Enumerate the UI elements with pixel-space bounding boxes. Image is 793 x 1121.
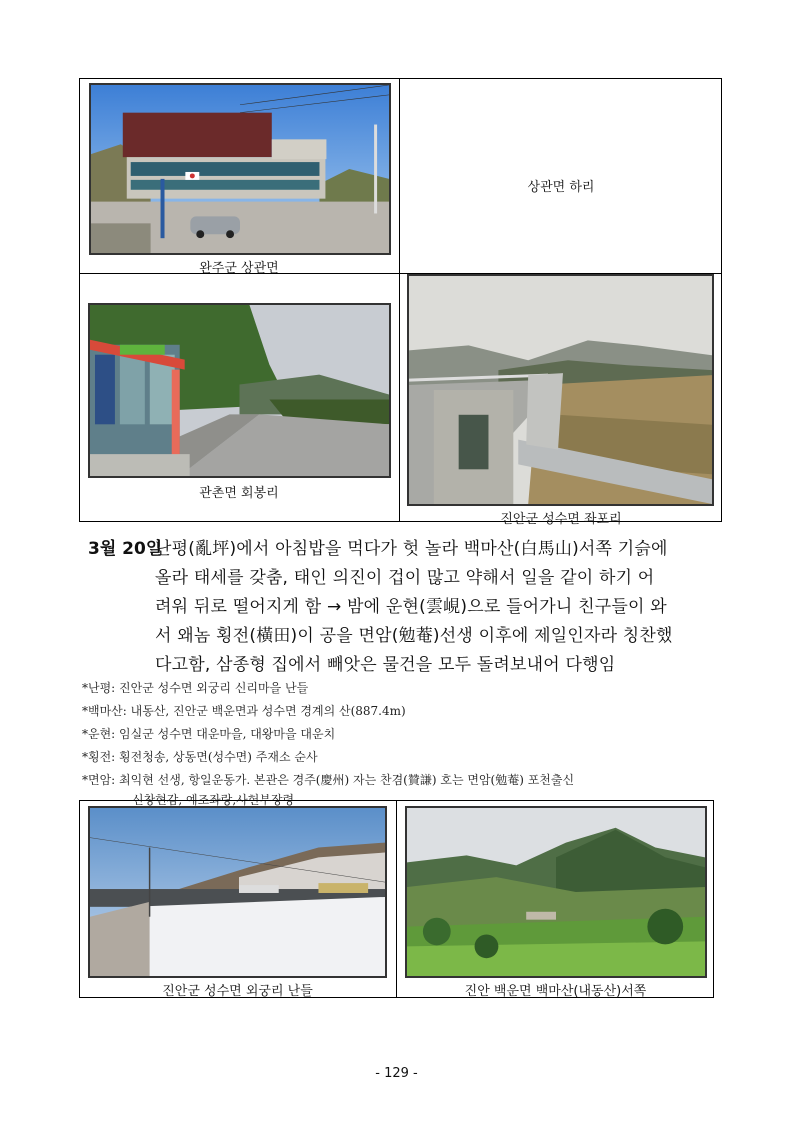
caption-oegung: 진안군 성수면 외궁리 난들 xyxy=(162,984,313,999)
entry-line-3: 려워 뒤로 떨어지게 함 → 밤에 운현(雲峴)으로 들어가니 친구들이 와 xyxy=(155,597,667,617)
caption-sanggwan-hari: 상관면 하리 xyxy=(527,180,595,195)
photo-baekmasan-west xyxy=(405,806,707,978)
mountain-image xyxy=(407,808,705,976)
photo-jwapo-bridge xyxy=(407,274,714,506)
entry-line-1: 난평(亂坪)에서 아침밥을 먹다가 헛 놀라 백마산(白馬山)서쪽 기슭에 xyxy=(155,539,668,559)
office-building-image xyxy=(91,85,389,253)
note-hoengjeon: *횡전: 횡전청송, 상동면(성수면) 주재소 순사 xyxy=(82,750,318,764)
page-number: - 129 - xyxy=(375,1066,418,1081)
photo-oegung-snow-field xyxy=(88,806,387,978)
table-1-divider-vertical xyxy=(399,78,400,522)
entry-line-4: 서 왜놈 횡전(橫田)이 공을 면암(勉菴)선생 이후에 제일인자라 칭찬했 xyxy=(155,626,673,646)
table-2-divider-vertical xyxy=(396,800,397,998)
caption-gwanchon: 관촌면 회봉리 xyxy=(199,486,279,501)
snow-field-image xyxy=(90,808,385,976)
photo-sanggwan-office xyxy=(89,83,391,255)
note-nanpyeong: *난평: 진안군 성수면 외궁리 신리마을 난들 xyxy=(82,681,309,695)
entry-date: 3월 20일 xyxy=(88,539,163,559)
caption-sanggwan: 완주군 상관면 xyxy=(199,261,279,276)
caption-baekmasan: 진안 백운면 백마산(내동산)서쪽 xyxy=(464,984,647,999)
photo-gwanchon-bus-stop xyxy=(88,303,391,478)
note-unhyeon: *운현: 임실군 성수면 대운마을, 대왕마을 대운치 xyxy=(82,727,336,741)
note-myeonam: *면암: 최익현 선생, 항일운동가. 본관은 경주(慶州) 자는 찬겸(贊謙) 호는 면암(勉菴) 포천출신 xyxy=(82,773,575,787)
bridge-image xyxy=(409,276,712,504)
entry-line-2: 올라 태세를 갖춤, 태인 의진이 겁이 많고 약해서 일을 같이 하기 어 xyxy=(155,568,655,588)
bus-stop-image xyxy=(90,305,389,476)
caption-jwapo: 진안군 성수면 좌포리 xyxy=(500,512,622,527)
entry-line-5: 다고함, 삼종형 집에서 빼앗은 물건을 모두 돌려보내어 다행임 xyxy=(155,655,616,675)
note-myeonam-cont: 신창현감, 예조좌랑,사헌부장령 xyxy=(132,793,295,807)
note-baekmasan: *백마산: 내동산, 진안군 백운면과 성수면 경계의 산(887.4m) xyxy=(82,704,406,718)
